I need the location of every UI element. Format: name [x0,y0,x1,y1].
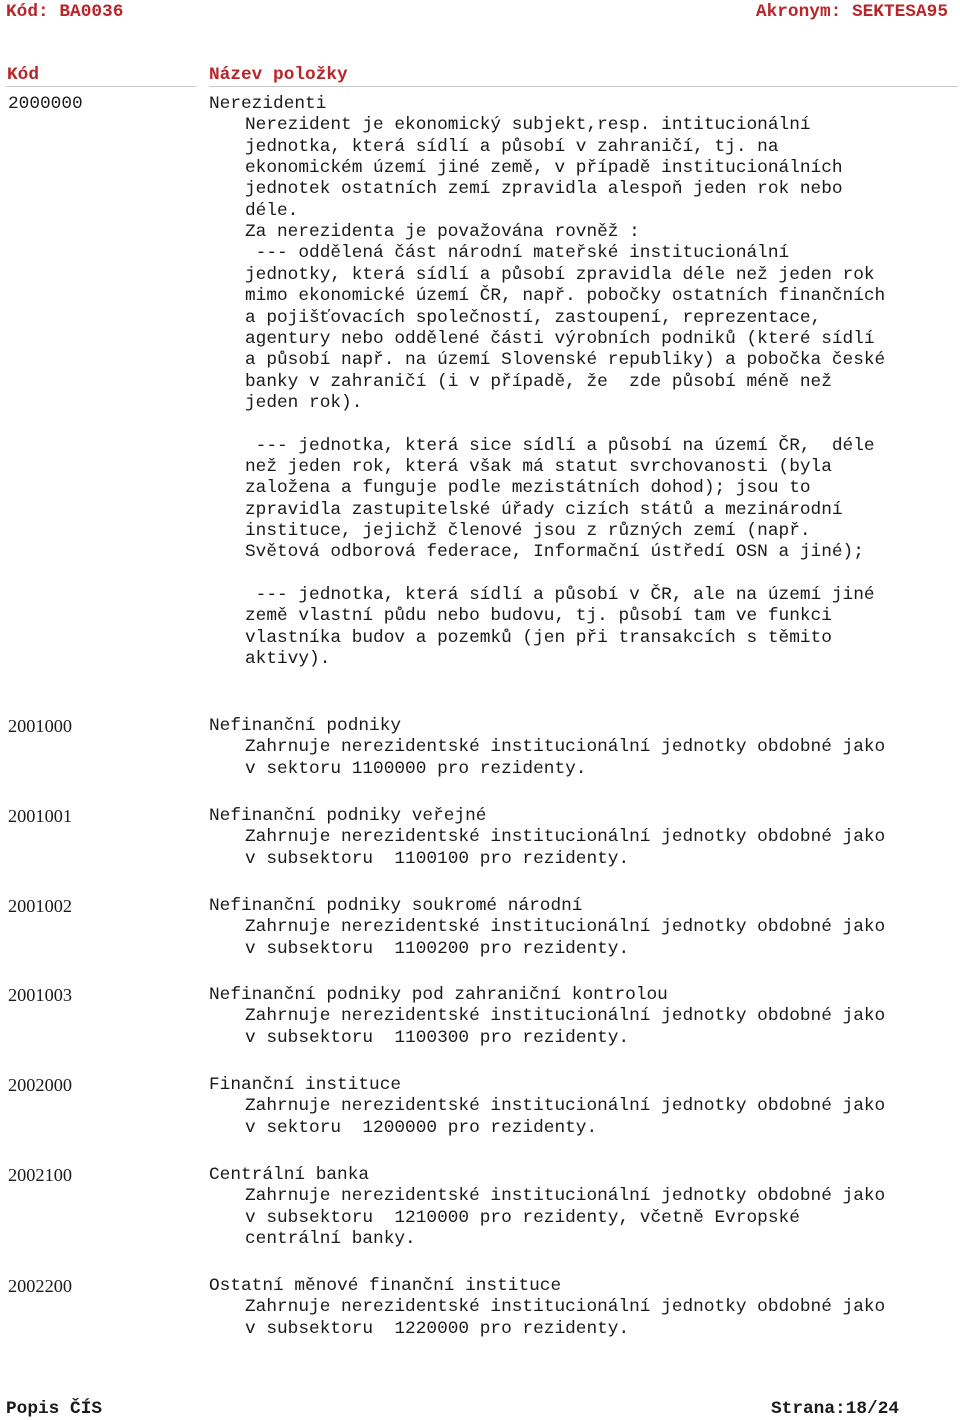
entry-title: Nerezidenti [209,94,327,114]
entry-description-line: Zahrnuje nerezidentské institucionální jednotky obdobné jako [245,1186,886,1207]
footer-page-number: Strana:18/24 [771,1399,900,1419]
entry-description-line: Světová odborová federace, Informační ústředí OSN a jiné); [245,542,864,563]
column-header-rule-code [6,86,196,87]
entry-description-line: --- jednotka, která sice sídlí a působí na území ČR, déle [245,435,875,456]
entry-code: 2001000 [8,716,72,736]
entry-description-line: Zahrnuje nerezidentské institucionální jednotky obdobné jako [245,1006,886,1027]
entry-code: 2002000 [8,1075,72,1095]
acronym-header: Akronym: SEKTESA95 [755,2,948,22]
entry-description-line: déle. [245,200,299,221]
entry-description-line: jeden rok). [245,392,363,413]
entry-description-line: založena a funguje podle mezistátních dohod); jsou to [245,478,811,499]
entry-description-line: jednotka, která sídlí a působí v zahraničí, tj. na [245,136,779,157]
code-header: Kód: BA0036 [6,2,124,22]
entry-code: 2002100 [8,1165,72,1185]
entry-title: Nefinanční podniky pod zahraniční kontrolou [209,985,668,1005]
entry-code: 2001002 [8,896,72,916]
entry-description-line: Za nerezidenta je považována rovněž : [245,222,640,243]
entry-title: Nefinanční podniky [209,716,402,736]
entry-description-line: v subsektoru 1100100 pro rezidenty. [245,848,630,869]
entry-description-line: Zahrnuje nerezidentské institucionální jednotky obdobné jako [245,917,886,938]
entry-code: 2002200 [8,1276,72,1296]
entry-description-line: zpravidla zastupitelské úřady cizích států a mezinárodní [245,499,843,520]
entry-title: Centrální banka [209,1165,370,1185]
entry-title: Finanční instituce [209,1075,402,1095]
entry-description-line: instituce, jejichž členové jsou z různých zemí (např. [245,521,811,541]
entry-description-line: --- oddělená část národní mateřské institucionální [245,243,790,264]
entry-description-line: agentury nebo oddělené části výrobních podniků (které sídlí [245,328,875,349]
entry-description-line: a pojišťovacích společností, zastoupení, reprezentace, [245,307,822,328]
entry-description-line: jednotek ostatních zemí zpravidla alespoň jeden rok nebo [245,179,843,200]
entry-title: Nefinanční podniky soukromé národní [209,896,583,916]
entry-description-line: Zahrnuje nerezidentské institucionální jednotky obdobné jako [245,827,886,848]
entry-description-line: Zahrnuje nerezidentské institucionální jednotky obdobné jako [245,1096,886,1117]
entry-code: 2001003 [8,985,72,1005]
entry-description-line: aktivy). [245,649,331,670]
entry-description-line: ekonomickém území jiné země, v případě institucionálních [245,158,843,179]
entry-description-line: v subsektoru 1100200 pro rezidenty. [245,938,630,959]
entry-description-line: mimo ekonomické území ČR, např. pobočky ostatních finančních [245,286,886,307]
column-header-code: Kód [7,65,40,85]
entry-description-line: v sektoru 1200000 pro rezidenty. [245,1117,598,1138]
entry-description-line: vlastníka budov a pozemků (jen při transakcích s těmito [245,627,832,648]
entry-description-line: Nerezident je ekonomický subjekt,resp. intitucionální [245,115,811,136]
entry-description-line: v subsektoru 1210000 pro rezidenty, včetně Evropské [245,1207,800,1228]
entry-description-line: v subsektoru 1220000 pro rezidenty. [245,1318,630,1339]
entry-code: 2000000 [8,94,83,114]
entry-description-line: Zahrnuje nerezidentské institucionální jednotky obdobné jako [245,1297,886,1318]
column-header-name: Název položky [209,65,348,85]
entry-description-line: v subsektoru 1100300 pro rezidenty. [245,1027,630,1048]
entry-description-line: --- jednotka, která sídlí a působí v ČR, ale na území jiné [245,585,875,606]
entry-description-line: jednotky, která sídlí a působí zpravidla déle než jeden rok [245,264,875,285]
entry-description-line: v sektoru 1100000 pro rezidenty. [245,758,587,779]
entry-description-line: a působí např. na území Slovenské republiky) a pobočka české [245,350,886,371]
entry-description-line: země vlastní půdu nebo budovu, tj. působí tam ve funkci [245,606,832,627]
entry-description-line: Zahrnuje nerezidentské institucionální jednotky obdobné jako [245,737,886,758]
entry-description-line: centrální banky. [245,1229,416,1250]
entry-code: 2001001 [8,806,72,826]
footer-document-name: Popis ČÍS [6,1399,103,1419]
entry-title: Ostatní měnové finanční instituce [209,1276,562,1296]
entry-description-line: banky v zahraničí (i v případě, že zde působí méně než [245,371,832,392]
column-header-rule-name [209,86,958,87]
entry-title: Nefinanční podniky veřejné [209,806,487,826]
entry-description-line: než jeden rok, která však má statut svrchovanosti (byla [245,456,832,477]
